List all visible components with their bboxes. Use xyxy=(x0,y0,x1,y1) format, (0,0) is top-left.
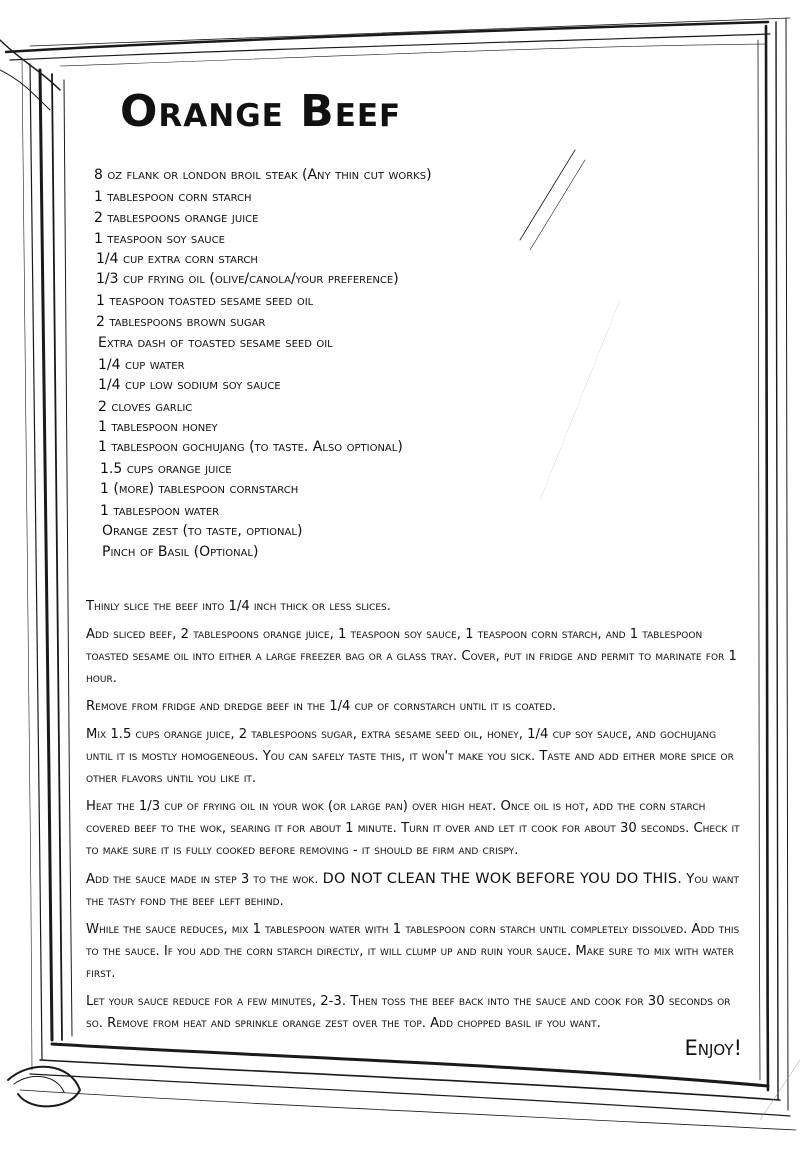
instruction-step: Let your sauce reduce for a few minutes, 2-3. Then toss the beef back into the sauce and cook for 30 seconds or so. Remove from heat and sprinkle orange zest over the top. Add chopped basil if you want. xyxy=(86,994,731,1031)
ingredient-item: 1 teaspoon soy sauce xyxy=(94,231,225,247)
instruction-step: While the sauce reduces, mix 1 tablespoon water with 1 tablespoon corn starch until completely dissolved. Add this to the sauce. If you add the corn starch directly, it will clump up and ruin your sauce. Make sure to mix with water first. xyxy=(86,922,740,981)
instruction-step xyxy=(86,868,746,913)
instruction-step: Remove from fridge and dredge beef in the 1/4 cup of cornstarch until it is coated. xyxy=(86,699,557,714)
instruction-step: Thinly slice the beef into 1/4 inch thick or less slices. xyxy=(86,599,391,614)
instruction-step: Mix 1.5 cups orange juice, 2 tablespoons sugar, extra sesame seed oil, honey, 1/4 cup soy sauce, and gochujang until it is mostly homogeneous. You can safely taste this, it won't make you sick. Taste and add either more spice or other flavors until you like it. xyxy=(86,727,734,786)
ingredient-item: 8 oz flank or london broil steak (Any thin cut works) xyxy=(94,167,432,183)
instruction-step: Add sliced beef, 2 tablespoons orange juice, 1 teaspoon soy sauce, 1 teaspoon corn starch, and 1 tablespoon toasted sesame oil into either a large freezer bag or a glass tray. Cover, put in fridge and permit to marinate for 1 hour. xyxy=(86,627,737,686)
ingredient-item: 2 cloves garlic xyxy=(98,399,193,415)
instruction-step: Heat the 1/3 cup of frying oil in your wok (or large pan) over high heat. Once oil is hot, add the corn starch covered beef to the wok, searing it for about 1 minute. Turn it over and let it cook for about 30 seconds. Check it to make sure it is fully cooked before removing - it should be firm and crispy. xyxy=(86,799,740,858)
ingredient-item: 1.5 cups orange juice xyxy=(100,461,232,477)
ingredient-item: 1/4 cup extra corn starch xyxy=(96,251,258,267)
ingredient-item: 1/4 cup low sodium soy sauce xyxy=(98,377,281,393)
ingredient-item: 1 tablespoon water xyxy=(100,503,220,519)
ingredient-item: Orange zest (to taste, optional) xyxy=(102,523,303,539)
ingredient-item: 1 (more) tablespoon cornstarch xyxy=(100,481,299,497)
ingredient-item: Extra dash of toasted sesame seed oil xyxy=(98,335,333,351)
step-warning: DO NOT CLEAN THE WOK BEFORE YOU DO THIS. xyxy=(322,871,683,887)
ingredient-item: 2 tablespoons orange juice xyxy=(94,210,259,226)
ingredient-item: 1/4 cup water xyxy=(98,357,185,373)
ingredient-item: 1 tablespoon honey xyxy=(98,419,218,435)
recipe-title: Orange Beef xyxy=(120,86,402,137)
closing-text: Enjoy! xyxy=(684,1036,742,1060)
step-text: You want the tasty fond the beef left behind. xyxy=(86,872,740,909)
ingredient-item: 1/3 cup frying oil (olive/canola/your preference) xyxy=(96,271,399,287)
ingredient-item: 1 teaspoon toasted sesame seed oil xyxy=(96,293,314,309)
step-text: Add the sauce made in step 3 to the wok. xyxy=(86,872,323,887)
ingredient-item: 1 tablespoon corn starch xyxy=(94,189,252,205)
ingredient-item: 1 tablespoon gochujang (to taste. Also optional) xyxy=(98,439,403,455)
instruction-list xyxy=(86,596,746,1041)
ingredient-item: Pinch of Basil (Optional) xyxy=(102,544,259,560)
ingredient-item: 2 tablespoons brown sugar xyxy=(96,314,266,330)
